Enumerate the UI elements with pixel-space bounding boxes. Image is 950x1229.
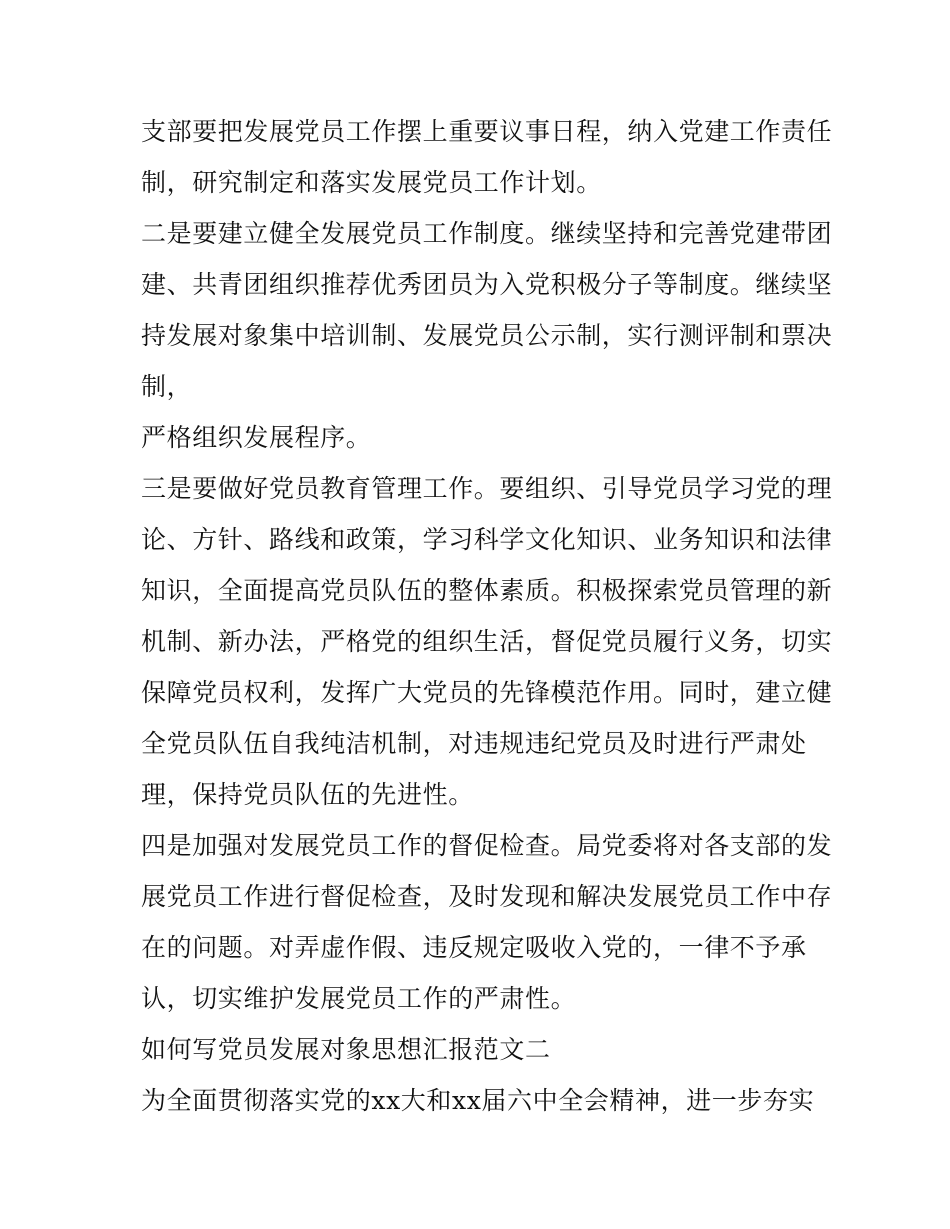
text-line: 三是要做好党员教育管理工作。要组织、引导党员学习党的理 bbox=[141, 474, 833, 503]
document-body bbox=[141, 106, 831, 1126]
text-line: 保障党员权利，发挥广大党员的先锋模范作用。同时，建立健 bbox=[141, 678, 833, 707]
text-line: 建、共青团组织推荐优秀团员为入党积极分子等制度。继续坚 bbox=[141, 270, 833, 299]
text-line: 为全面贯彻落实党的xx大和xx届六中全会精神，进一步夯实 bbox=[141, 1086, 815, 1115]
text-line: 全党员队伍自我纯洁机制，对违规违纪党员及时进行严肃处 bbox=[141, 729, 807, 758]
text-line: 持发展对象集中培训制、发展党员公示制，实行测评制和票决 bbox=[141, 321, 833, 350]
text-line: 制， bbox=[141, 372, 193, 401]
text-line: 四是加强对发展党员工作的督促检查。局党委将对各支部的发 bbox=[141, 831, 833, 860]
text-line: 制，研究制定和落实发展党员工作计划。 bbox=[141, 168, 602, 197]
text-line: 支部要把发展党员工作摆上重要议事日程，纳入党建工作责任 bbox=[141, 117, 833, 146]
text-line: 论、方针、路线和政策，学习科学文化知识、业务知识和法律 bbox=[141, 525, 833, 554]
text-line: 认，切实维护发展党员工作的严肃性。 bbox=[141, 984, 577, 1013]
text-line: 严格组织发展程序。 bbox=[141, 423, 372, 452]
text-line: 知识，全面提高党员队伍的整体素质。积极探索党员管理的新 bbox=[141, 576, 833, 605]
section-heading: 如何写党员发展对象思想汇报范文二 bbox=[141, 1035, 551, 1064]
text-line: 理，保持党员队伍的先进性。 bbox=[141, 780, 474, 809]
text-line: 在的问题。对弄虚作假、违反规定吸收入党的，一律不予承 bbox=[141, 933, 807, 962]
text-line: 机制、新办法，严格党的组织生活，督促党员履行义务，切实 bbox=[141, 627, 833, 656]
text-line: 二是要建立健全发展党员工作制度。继续坚持和完善党建带团 bbox=[141, 219, 833, 248]
text-line: 展党员工作进行督促检查，及时发现和解决发展党员工作中存 bbox=[141, 882, 833, 911]
